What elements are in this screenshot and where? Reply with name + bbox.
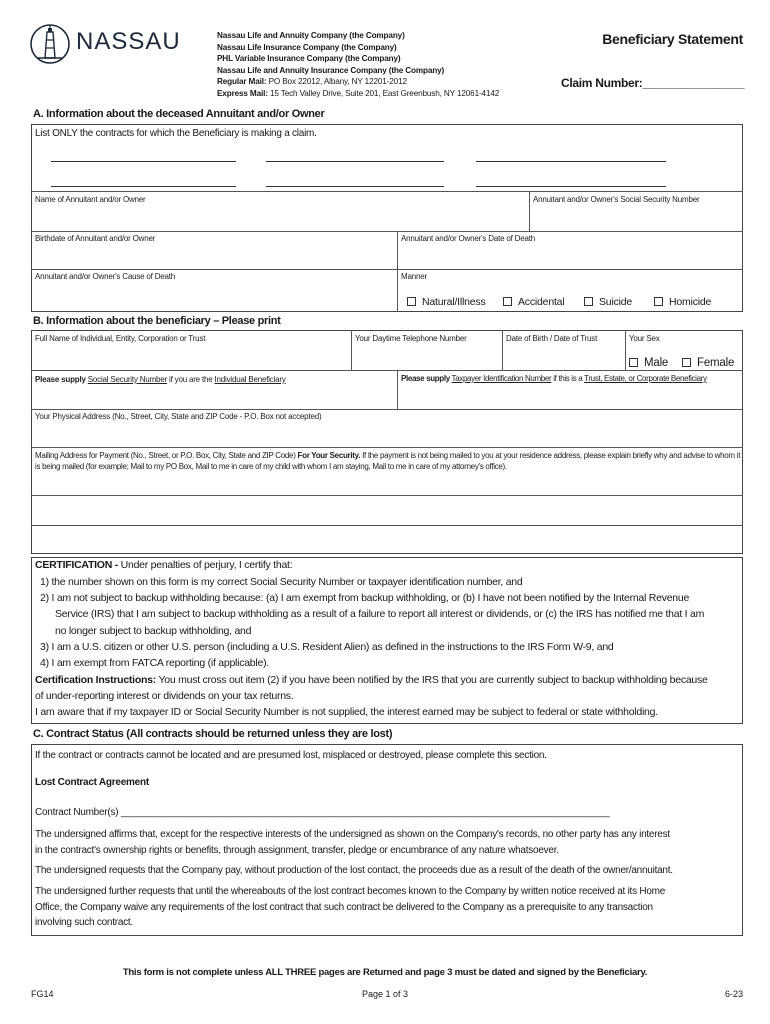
birthdate-input[interactable]	[32, 245, 396, 268]
certification-instructions: Certification Instructions: You must cross out item (2) if you have been notified by the IRS that you are currently subject to backup withholding because of under-reporting interest or dividends on your tax returns. I am aware that if my taxpayer ID or Social Security Number is not supplied, the interest earned may be subject to federal or state withholding.	[35, 672, 741, 721]
company-name: Nassau Life and Annuity Company (the Company)	[217, 31, 405, 40]
phone-label: Your Daytime Telephone Number	[355, 334, 467, 343]
section-c-intro: If the contract or contracts cannot be located and are presumed lost, misplaced or destroyed, please complete this section.	[35, 750, 547, 761]
company-name: Nassau Life Insurance Company (the Company)	[217, 42, 397, 52]
annuitant-ssn-input[interactable]	[530, 206, 742, 230]
annuitant-ssn-label: Annuitant and/or Owner's Social Security Number	[533, 195, 700, 204]
dob-input[interactable]	[503, 345, 624, 369]
contract-line[interactable]	[51, 161, 236, 162]
ssn-instruction: Please supply Social Security Number if you are the Individual Beneficiary	[35, 375, 286, 384]
form-revision: 6-23	[724, 989, 743, 999]
contract-line[interactable]	[266, 161, 444, 162]
lost-contract-heading: Lost Contract Agreement	[35, 777, 149, 788]
contract-line[interactable]	[51, 186, 236, 187]
completion-notice: This form is not complete unless ALL THREE pages are Returned and page 3 must be dated and signed by the Beneficiary.	[122, 967, 648, 978]
company-name: Nassau Life and Annuity Insurance Company (the Company)	[217, 65, 445, 75]
certification-item: 2) I am not subject to backup withholding because: (a) I am exempt from backup withholding, or (b) I have not been notified by the Internal Revenue	[40, 592, 690, 605]
certification-item: 1) the number shown on this form is my correct Social Security Number or taxpayer identification number, and	[40, 576, 523, 588]
lost-contract-para-2: The undersigned requests that the Company pay, without production of the lost contact, the proceeds due as a result of the death of the owner/annuitant.	[35, 865, 673, 876]
claim-number-field[interactable]: Claim Number:________________	[561, 76, 745, 90]
phone-input[interactable]	[352, 345, 501, 369]
sex-female-option[interactable]: Female	[682, 357, 734, 369]
certification-item: 3) I am a U.S. citizen or other U.S. person (including a U.S. Resident Alien) as defined in the instructions to the IRS Form W-9, and	[40, 640, 614, 653]
lost-contract-para-3: The undersigned further requests that until the whereabouts of the lost contract becomes known to the Company by written notice received at its Home Office, the Company waive any requirements of the lost contract that such contract be delivered to the Company as a prerequisite to any transaction involving such contract.	[35, 886, 666, 928]
checkbox-icon[interactable]	[503, 297, 512, 306]
contract-line[interactable]	[476, 186, 666, 187]
express-mail-address: Express Mail: 15 Tech Valley Drive, Suite 201, East Greenbush, NY 12061-4142	[217, 88, 500, 98]
certification-item: 4) I am exempt from FATCA reporting (if applicable).	[40, 657, 269, 670]
sex-male-option[interactable]: Male	[629, 357, 668, 369]
checkbox-icon[interactable]	[629, 358, 638, 367]
annuitant-name-label: Name of Annuitant and/or Owner	[35, 195, 146, 204]
sex-label: Your Sex	[629, 334, 660, 343]
certification-item: no longer subject to backup withholding, and	[55, 624, 252, 637]
annuitant-name-input[interactable]	[32, 206, 528, 230]
withholding-notice: I am aware that if my taxpayer ID or Social Security Number is not supplied, the interest earned may be subject to federal or state withholding.	[35, 706, 658, 719]
form-title: Beneficiary Statement	[602, 31, 743, 47]
section-c-heading: C. Contract Status (All contracts should be returned unless they are lost)	[33, 728, 393, 740]
tin-instruction: Please supply Taxpayer Identification Number if this is a Trust, Estate, or Corporate Beneficiary	[401, 374, 707, 383]
lighthouse-logo-icon	[30, 22, 70, 66]
manner-homicide-option[interactable]: Homicide	[654, 296, 711, 308]
mailing-address-input[interactable]	[32, 474, 742, 494]
contract-numbers-field[interactable]: Contract Number(s) ____________________________________________________________________________________________	[35, 807, 610, 818]
death-date-label: Annuitant and/or Owner's Date of Death	[401, 234, 536, 243]
birthdate-label: Birthdate of Annuitant and/or Owner	[35, 234, 156, 243]
contract-line[interactable]	[476, 161, 666, 162]
company-list	[217, 30, 577, 100]
full-name-input[interactable]	[32, 345, 350, 369]
death-date-input[interactable]	[398, 245, 742, 268]
tin-input[interactable]	[398, 387, 742, 408]
form-code: FG14	[31, 989, 54, 999]
cause-of-death-input[interactable]	[32, 283, 396, 311]
mailing-address-line-3[interactable]	[32, 526, 742, 553]
manner-suicide-option[interactable]: Suicide	[584, 296, 632, 308]
physical-address-label: Your Physical Address (No., Street, City, State and ZIP Code - P.O. Box not accepted)	[35, 412, 322, 421]
checkbox-icon[interactable]	[407, 297, 416, 306]
physical-address-input[interactable]	[32, 424, 742, 446]
manner-label: Manner	[401, 272, 427, 281]
mailing-address-label: Mailing Address for Payment (No., Street, or P.O. Box, City, State and ZIP Code) For Your Security. If the payment is not being mailed to you at your residence address, please explain briefly why and advise to whom it is being mailed (for example; Mail to my PO Box, Mail to me in care of my child with whom I am staying, Mail to me in care of my attorney's office).	[35, 451, 741, 471]
contracts-instruction: List ONLY the contracts for which the Beneficiary is making a claim.	[35, 128, 317, 139]
checkbox-icon[interactable]	[682, 358, 691, 367]
manner-natural-option[interactable]: Natural/Illness	[407, 296, 486, 308]
certification-intro: CERTIFICATION - Under penalties of perjury, I certify that:	[35, 559, 293, 571]
mailing-address-line-2[interactable]	[32, 496, 742, 524]
cause-of-death-label: Annuitant and/or Owner's Cause of Death	[35, 272, 176, 281]
certification-items	[40, 574, 740, 671]
section-a-heading: A. Information about the deceased Annuitant and/or Owner	[33, 108, 325, 120]
certification-item: Service (IRS) that I am subject to backup withholding as a result of a failure to report all interest or dividends, or (c) the IRS has notified me that I am	[55, 608, 705, 621]
ssn-input[interactable]	[32, 387, 396, 408]
dob-label: Date of Birth / Date of Trust	[506, 334, 598, 343]
section-b-heading: B. Information about the beneficiary – Please print	[33, 315, 281, 327]
checkbox-icon[interactable]	[584, 297, 593, 306]
logo-text: NASSAU	[76, 28, 181, 55]
regular-mail-address: Regular Mail: PO Box 22012, Albany, NY 12201-2012	[217, 77, 407, 87]
contract-line[interactable]	[266, 186, 444, 187]
lost-contract-para-1: The undersigned affirms that, except for the respective interests of the undersigned as shown on the Company's records, no other party has any interest in the contract's ownership rights or benefits, through assignment, transfer, pledge or encumbrance of any nature whatsoever.	[35, 829, 670, 856]
page-number: Page 1 of 3	[361, 989, 409, 999]
manner-accidental-option[interactable]: Accidental	[503, 296, 564, 308]
full-name-label: Full Name of Individual, Entity, Corporation or Trust	[35, 334, 206, 343]
checkbox-icon[interactable]	[654, 297, 663, 306]
company-name: PHL Variable Insurance Company (the Company)	[217, 54, 401, 64]
